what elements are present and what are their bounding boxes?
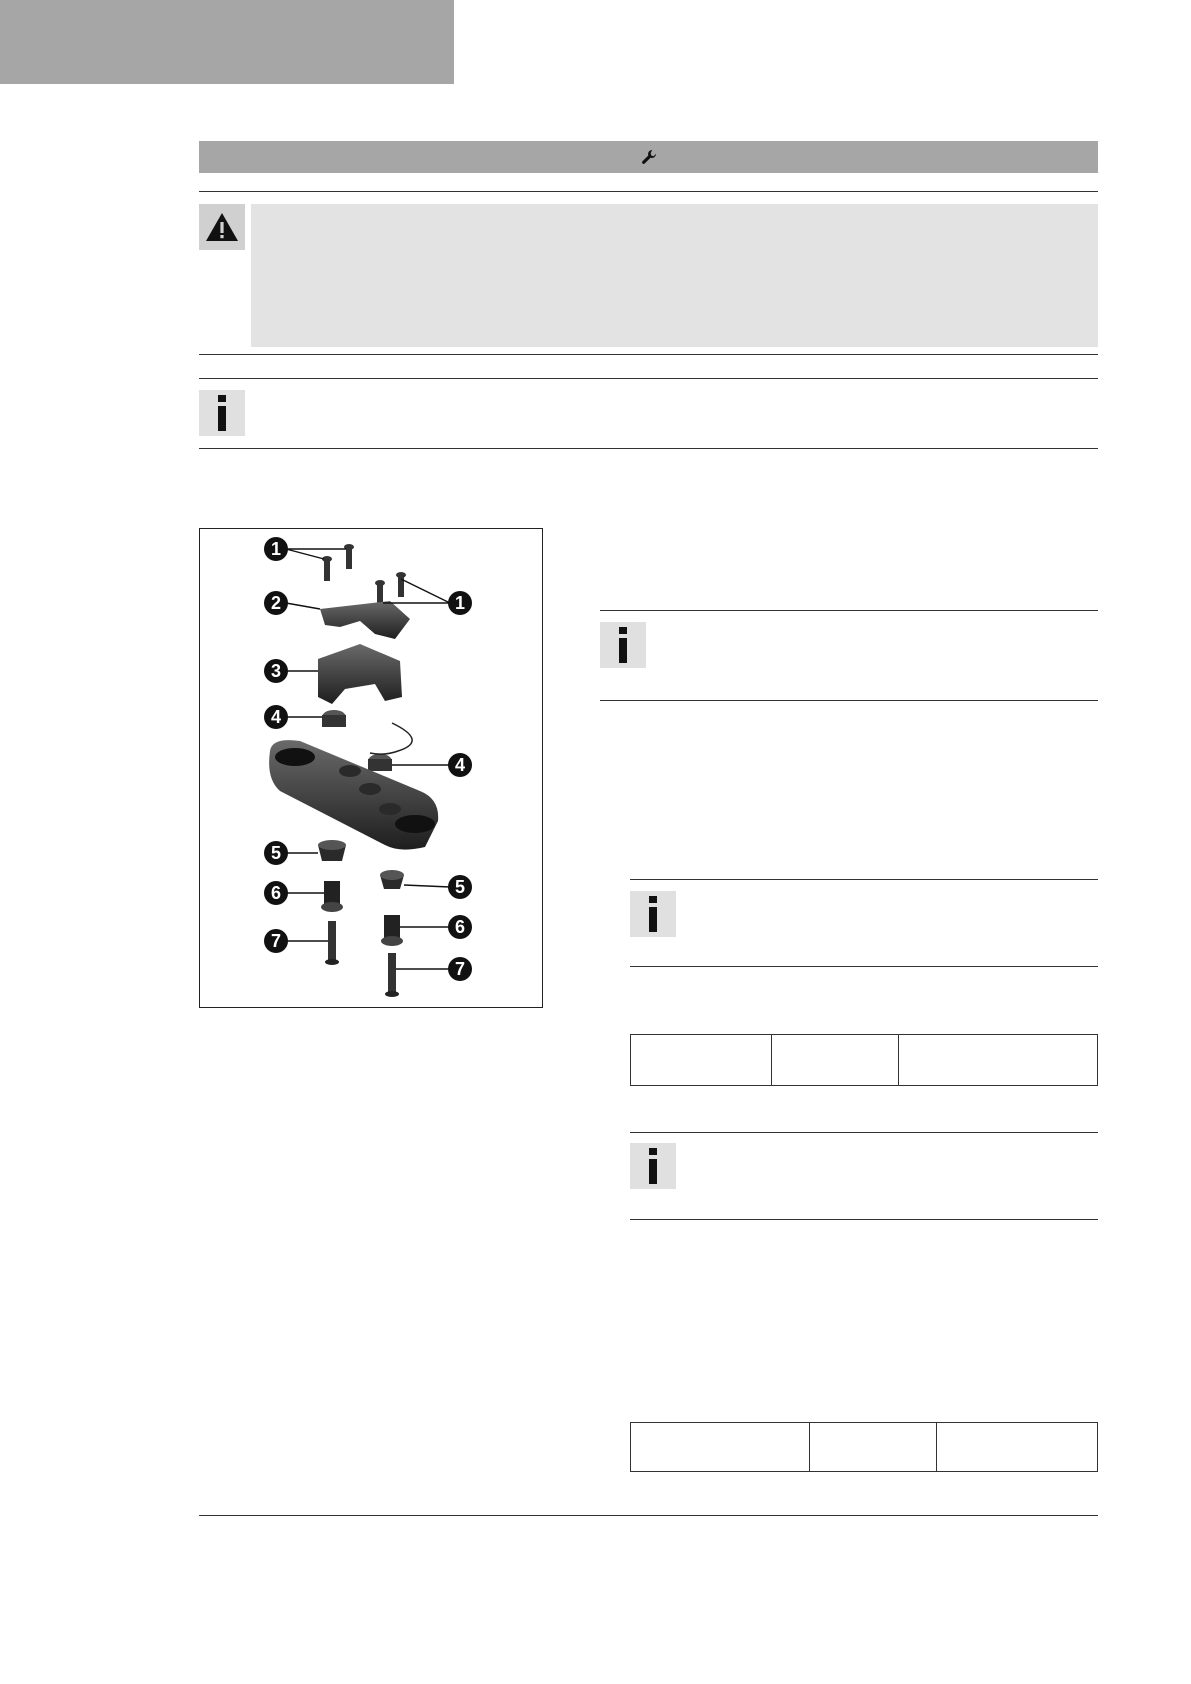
svg-text:5: 5 xyxy=(454,877,466,897)
callout-4a xyxy=(264,705,288,729)
warning-bottom-rule xyxy=(199,354,1098,355)
spec-table-1 xyxy=(630,1034,1098,1086)
info-icon xyxy=(646,1148,660,1184)
svg-text:6: 6 xyxy=(270,883,282,903)
callout-1a xyxy=(264,537,288,561)
callout-3 xyxy=(264,659,288,683)
svg-text:3: 3 xyxy=(270,661,282,681)
page-bottom-rule xyxy=(199,1515,1098,1516)
spec-table-2-cell xyxy=(937,1423,1098,1472)
svg-text:4: 4 xyxy=(454,755,466,775)
spec-table-1-cell xyxy=(772,1035,899,1086)
note-a-top-rule xyxy=(600,610,1098,611)
svg-text:2: 2 xyxy=(270,593,282,613)
wrench-icon xyxy=(640,148,658,166)
spec-table-1-cell xyxy=(631,1035,772,1086)
triple-clamp-illustration xyxy=(200,529,542,1007)
note-a-bottom-rule xyxy=(600,700,1098,701)
info-bottom-rule xyxy=(199,448,1098,449)
note-c-icon-box xyxy=(630,1143,676,1189)
svg-text:1: 1 xyxy=(270,539,282,559)
note-c-bottom-rule xyxy=(630,1219,1098,1220)
warning-top-rule xyxy=(199,191,1098,192)
callout-1b xyxy=(448,591,472,615)
chapter-tab xyxy=(0,0,454,84)
info-top-rule xyxy=(199,378,1098,379)
svg-text:1: 1 xyxy=(454,593,466,613)
svg-text:6: 6 xyxy=(454,917,466,937)
callout-6a xyxy=(264,881,288,905)
spec-table-2-cell xyxy=(631,1423,810,1472)
exploded-view-figure xyxy=(199,528,543,1008)
info-icon xyxy=(616,627,630,663)
clamp-base-part xyxy=(318,644,402,704)
svg-text:7: 7 xyxy=(454,959,466,979)
callout-5a xyxy=(264,841,288,865)
svg-text:4: 4 xyxy=(270,707,282,727)
callout-6b xyxy=(448,915,472,939)
spec-table-1-cell xyxy=(899,1035,1098,1086)
callout-5b xyxy=(448,875,472,899)
info-icon xyxy=(215,395,229,431)
warning-icon-box xyxy=(199,204,245,250)
section-header-bar xyxy=(199,141,1098,173)
callout-2 xyxy=(264,591,288,615)
warning-text-area xyxy=(251,204,1098,347)
info-icon xyxy=(646,896,660,932)
spec-table-2-cell xyxy=(810,1423,937,1472)
note-b-icon-box xyxy=(630,891,676,937)
warning-triangle-icon xyxy=(204,211,240,243)
svg-text:5: 5 xyxy=(270,843,282,863)
clamp-top-part xyxy=(320,601,410,639)
note-c-top-rule xyxy=(630,1132,1098,1133)
note-b-top-rule xyxy=(630,879,1098,880)
svg-text:7: 7 xyxy=(270,931,282,951)
note-a-icon-box xyxy=(600,622,646,668)
note-b-bottom-rule xyxy=(630,966,1098,967)
info-icon-box xyxy=(199,390,245,436)
screw-part xyxy=(322,544,406,605)
callout-4b xyxy=(448,753,472,777)
callout-7a xyxy=(264,929,288,953)
spec-table-2 xyxy=(630,1422,1098,1472)
callout-7b xyxy=(448,957,472,981)
